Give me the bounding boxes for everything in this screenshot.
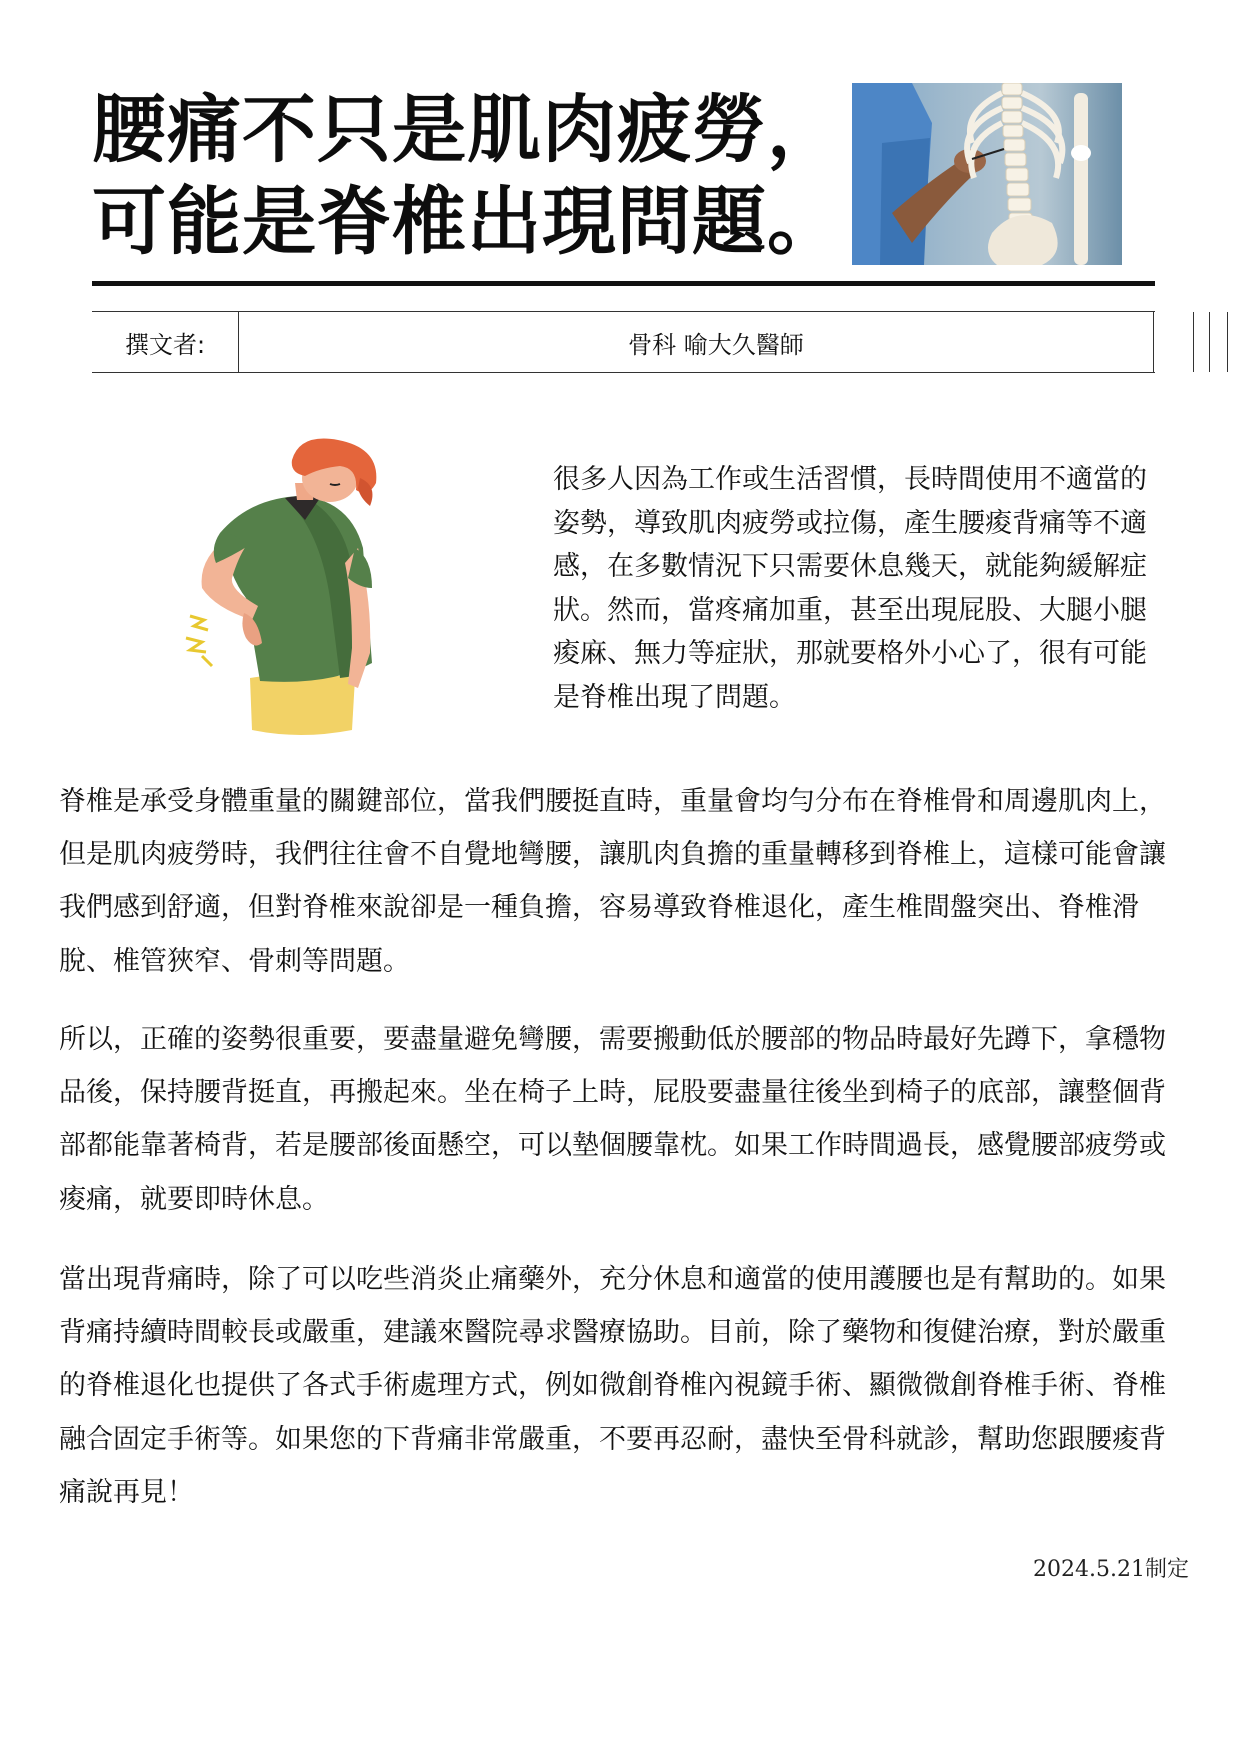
body-paragraph: 所以，正確的姿勢很重要，要盡量避免彎腰，需要搬動低於腰部的物品時最好先蹲下，拿穩物品後，保持腰背挺直，再搬起來。坐在椅子上時，屁股要盡量往後坐到椅子的底部，讓整個背部都能靠著椅背，若是腰部後面懸空，可以墊個腰靠枕。如果工作時間過長，感覺腰部疲勞或痠痛，就要即時休息。 xyxy=(59,1024,1166,1215)
page-title xyxy=(92,84,852,268)
issue-date: 2024.5.21制定 xyxy=(1033,1557,1189,1582)
body-paragraph: 當出現背痛時，除了可以吃些消炎止痛藥外，充分休息和適當的使用護腰也是有幫助的。如果背痛持續時間較長或嚴重，建議來醫院尋求醫療協助。目前，除了藥物和復健治療，對於嚴重的脊椎退化也提供了各式手術處理方式，例如微創脊椎內視鏡手術、顯微微創脊椎手術、脊椎融合固定手術等。如果您的下背痛非常嚴重，不要再忍耐，盡快至骨科就診，幫助您跟腰痠背痛說再見！ xyxy=(59,1264,1166,1508)
title-line-2: 可能是脊椎出現問題。 xyxy=(92,179,842,265)
author-bar xyxy=(92,311,1155,373)
spine-model-photo xyxy=(852,83,1122,265)
bar-divider xyxy=(1209,312,1210,372)
title-line-1: 腰痛不只是肌肉疲勞， xyxy=(92,87,842,173)
intro-paragraph: 很多人因為工作或生活習慣，長時間使用不適當的姿勢，導致肌肉疲勞或拉傷，產生腰痠背痛等不適感，在多數情況下只需要休息幾天，就能夠緩解症狀。然而，當疼痛加重，甚至出現屁股、大腿小腿痠麻、無力等症狀，那就要格外小心了，很有可能是脊椎出現了問題。 xyxy=(553,464,1147,713)
title-divider xyxy=(92,281,1155,286)
author-label: 撰文者: xyxy=(92,312,239,372)
bar-divider xyxy=(1153,312,1154,372)
man-with-back-pain-illustration xyxy=(180,438,420,738)
author-name: 骨科 喻大久醫師 xyxy=(239,312,1194,372)
body-paragraph: 脊椎是承受身體重量的關鍵部位，當我們腰挺直時，重量會均勻分布在脊椎骨和周邊肌肉上，但是肌肉疲勞時，我們往往會不自覺地彎腰，讓肌肉負擔的重量轉移到脊椎上，這樣可能會讓我們感到舒適，但對脊椎來說卻是一種負擔，容易導致脊椎退化，產生椎間盤突出、脊椎滑脫、椎管狹窄、骨刺等問題。 xyxy=(59,786,1166,977)
bar-divider xyxy=(1227,312,1228,372)
